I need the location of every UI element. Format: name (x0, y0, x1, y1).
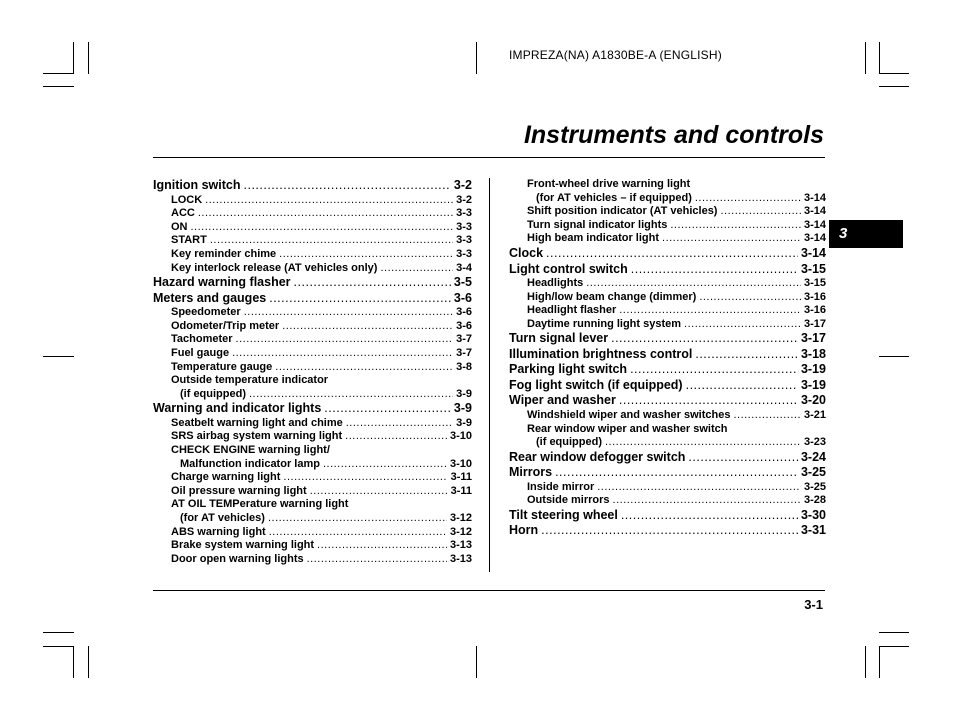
toc-entry-label: Temperature gauge (171, 360, 273, 373)
toc-entry-page: 3-6 (456, 319, 472, 332)
toc-entry-label: Outside temperature indicator (171, 374, 329, 387)
column-divider (489, 178, 490, 572)
toc-entry (527, 277, 826, 289)
toc-entry-label: Meters and gauges (153, 290, 267, 305)
toc-leader-dots (688, 450, 798, 464)
toc-entry-label: Turn signal lever (509, 331, 609, 346)
toc-entry (171, 526, 472, 538)
crop-mark (879, 632, 909, 633)
toc-entry-label: Charge warning light (171, 471, 281, 484)
toc-entry-page: 3-15 (803, 277, 826, 289)
crop-mark (88, 646, 89, 678)
toc-entry-label: Oil pressure warning light (171, 484, 307, 497)
toc-entry-label: Outside mirrors (527, 494, 610, 507)
toc-entry-label: Rear window wiper and washer switch (527, 422, 728, 435)
toc-entry-page: 3-4 (456, 261, 472, 274)
toc-leader-dots (282, 320, 453, 332)
toc-entry-page: 3-5 (453, 275, 472, 290)
crop-mark (879, 73, 909, 74)
toc-entry (171, 498, 472, 510)
toc-entry (171, 444, 472, 456)
crop-mark (73, 646, 74, 678)
toc-entry-label: Shift position indicator (AT vehicles) (527, 205, 718, 218)
toc-entry-page: 3-3 (456, 234, 472, 247)
toc-entry-label: Malfunction indicator lamp (180, 457, 320, 470)
toc-entry (527, 291, 826, 303)
toc-entry-page: 3-25 (803, 480, 826, 493)
toc-entry-label: Speedometer (171, 306, 241, 319)
toc-leader-dots (720, 205, 800, 217)
crop-mark (43, 646, 74, 647)
toc-leader-dots (670, 219, 801, 231)
page-number: 3-1 (804, 597, 823, 612)
toc-entry-page: 3-3 (456, 207, 472, 220)
toc-entry-label: (if equipped) (180, 387, 246, 400)
toc-entry-page: 3-10 (449, 457, 472, 470)
toc-leader-dots (294, 275, 451, 289)
footer-rule (153, 590, 825, 591)
toc-entry (509, 331, 826, 345)
toc-entry (509, 362, 826, 376)
toc-entry-label: ON (171, 220, 188, 233)
toc-entry-page: 3-18 (800, 346, 826, 361)
toc-entry-page: 3-7 (456, 346, 472, 359)
toc-entry-label: Inside mirror (527, 480, 595, 493)
toc-entry (171, 361, 472, 373)
toc-leader-dots (345, 430, 447, 442)
page-title: Instruments and controls (523, 121, 824, 149)
toc-entry-page: 3-31 (800, 523, 826, 538)
toc-leader-dots (695, 192, 801, 204)
toc-leader-dots (597, 481, 801, 493)
toc-entry-label: START (171, 234, 207, 247)
toc-entry-label: Windshield wiper and washer switches (527, 408, 731, 421)
toc-entry-page: 3-16 (803, 304, 826, 317)
toc-entry-label: Fuel gauge (171, 346, 230, 359)
toc-entry-label: ACC (171, 207, 195, 220)
toc-entry (171, 485, 472, 497)
toc-entry (527, 409, 826, 421)
toc-entry-label: (if equipped) (536, 436, 602, 449)
toc-leader-dots (236, 333, 454, 345)
crop-mark (865, 42, 866, 74)
toc-entry (527, 481, 826, 493)
toc-entry-page: 3-25 (800, 465, 826, 480)
toc-entry-page: 3-12 (449, 525, 472, 538)
document-code: IMPREZA(NA) A1830BE-A (ENGLISH) (509, 48, 722, 62)
toc-entry-label: ABS warning light (171, 525, 266, 538)
toc-entry-page: 3-24 (800, 449, 826, 464)
toc-leader-dots (605, 436, 801, 448)
toc-entry-label: (for AT vehicles – if equipped) (536, 191, 692, 204)
toc-entry (171, 262, 472, 274)
toc-leader-dots (249, 388, 453, 400)
toc-leader-dots (191, 221, 454, 233)
toc-entry (527, 205, 826, 217)
toc-entry-label: Hazard warning flasher (153, 275, 291, 290)
toc-entry (171, 539, 472, 551)
toc-entry (536, 192, 826, 204)
toc-entry (509, 465, 826, 479)
toc-leader-dots (269, 291, 451, 305)
toc-entry (527, 423, 826, 435)
toc-entry (180, 512, 472, 524)
toc-entry (527, 178, 826, 190)
toc-leader-dots (695, 347, 798, 361)
toc-leader-dots (268, 512, 447, 524)
toc-entry (527, 219, 826, 231)
toc-entry-label: High beam indicator light (527, 232, 660, 245)
toc-entry-label: Turn signal indicator lights (527, 218, 668, 231)
toc-entry (509, 523, 826, 537)
toc-entry-label: Ignition switch (153, 178, 241, 192)
toc-entry (180, 388, 472, 400)
crop-mark (73, 42, 74, 74)
toc-leader-dots (555, 465, 798, 479)
toc-leader-dots (323, 458, 447, 470)
toc-entry (509, 508, 826, 522)
toc-entry-page: 3-17 (803, 317, 826, 330)
toc-entry (171, 471, 472, 483)
toc-entry-page: 3-11 (450, 484, 472, 497)
toc-entry (527, 232, 826, 244)
toc-entry-label: High/low beam change (dimmer) (527, 290, 697, 303)
toc-entry-label: Mirrors (509, 465, 553, 480)
toc-entry-label: Daytime running light system (527, 317, 682, 330)
toc-entry (153, 275, 472, 289)
toc-leader-dots (283, 471, 447, 483)
toc-entry (509, 378, 826, 392)
toc-entry (509, 393, 826, 407)
toc-leader-dots (733, 409, 801, 421)
crop-mark (879, 646, 909, 647)
toc-entry-label: Illumination brightness control (509, 346, 693, 361)
toc-entry-label: SRS airbag system warning light (171, 430, 343, 443)
crop-mark (43, 86, 74, 87)
toc-entry-label: Tachometer (171, 333, 233, 346)
toc-entry (171, 194, 472, 206)
toc-leader-dots (541, 523, 798, 537)
toc-entry (509, 262, 826, 276)
toc-entry-label: Warning and indicator lights (153, 401, 322, 416)
toc-leader-dots (244, 178, 451, 192)
toc-entry (171, 234, 472, 246)
chapter-tab (829, 220, 903, 248)
toc-entry-page: 3-16 (803, 290, 826, 303)
toc-entry-page: 3-2 (453, 178, 472, 192)
toc-leader-dots (198, 207, 453, 219)
toc-entry-label: Front-wheel drive warning light (527, 178, 691, 190)
toc-leader-dots (611, 331, 798, 345)
toc-entry-page: 3-23 (803, 436, 826, 449)
toc-entry (180, 458, 472, 470)
chapter-number: 3 (839, 225, 848, 242)
toc-leader-dots (586, 277, 801, 289)
toc-leader-dots (684, 318, 801, 330)
toc-entry (171, 430, 472, 442)
toc-entry (527, 318, 826, 330)
toc-entry (153, 291, 472, 305)
toc-entry-page: 3-14 (803, 205, 826, 218)
toc-entry-page: 3-17 (800, 331, 826, 346)
toc-entry-label: Key interlock release (AT vehicles only) (171, 261, 378, 274)
toc-leader-dots (619, 393, 798, 407)
toc-entry (171, 306, 472, 318)
toc-entry-page: 3-10 (449, 430, 472, 443)
toc-entry-label: Wiper and washer (509, 393, 616, 408)
crop-mark (879, 42, 880, 74)
toc-entry-page: 3-19 (800, 362, 826, 377)
toc-entry-page: 3-14 (803, 232, 826, 245)
toc-entry (171, 553, 472, 565)
toc-entry (171, 221, 472, 233)
toc-leader-dots (346, 417, 453, 429)
toc-entry (509, 246, 826, 260)
toc-entry (153, 178, 472, 192)
toc-entry-page: 3-13 (449, 539, 472, 552)
toc-entry-page: 3-6 (453, 290, 472, 305)
toc-entry-page: 3-28 (803, 494, 826, 507)
toc-leader-dots (686, 378, 798, 392)
toc-leader-dots (613, 494, 801, 506)
toc-entry (536, 436, 826, 448)
title-rule (153, 157, 825, 158)
toc-entry-label: LOCK (171, 193, 203, 206)
crop-mark (476, 646, 477, 678)
toc-entry (171, 417, 472, 429)
crop-mark (43, 73, 74, 74)
toc-entry (527, 304, 826, 316)
toc-entry-page: 3-7 (456, 333, 472, 346)
toc-entry-page: 3-6 (456, 306, 472, 319)
toc-entry (153, 401, 472, 415)
toc-entry (171, 374, 472, 386)
toc-entry-label: Fog light switch (if equipped) (509, 377, 683, 392)
toc-leader-dots (310, 485, 448, 497)
toc-entry-label: Clock (509, 246, 544, 260)
toc-entry-label: (for AT vehicles) (180, 512, 265, 524)
toc-entry-page: 3-14 (803, 191, 826, 204)
toc-leader-dots (380, 262, 453, 274)
toc-entry-page: 3-15 (800, 261, 826, 276)
crop-mark (476, 42, 477, 74)
toc-entry (171, 333, 472, 345)
toc-entry-page: 3-3 (456, 220, 472, 233)
crop-mark (879, 646, 880, 678)
toc-entry (509, 347, 826, 361)
toc-leader-dots (317, 539, 447, 551)
toc-leader-dots (631, 262, 798, 276)
crop-mark (879, 356, 909, 357)
toc-leader-dots (275, 361, 453, 373)
toc-entry (171, 320, 472, 332)
toc-entry-page: 3-3 (456, 247, 472, 260)
toc-entry-label: AT OIL TEMPerature warning light (171, 498, 349, 511)
toc-entry-page: 3-30 (800, 507, 826, 522)
crop-mark (879, 86, 909, 87)
toc-entry (171, 347, 472, 359)
crop-mark (865, 646, 866, 678)
toc-entry-page: 3-14 (800, 246, 826, 260)
toc-entry (509, 450, 826, 464)
toc-entry-label: Seatbelt warning light and chime (171, 416, 343, 429)
toc-leader-dots (546, 246, 798, 260)
toc-entry-label: Horn (509, 523, 539, 538)
toc-entry-label: Odometer/Trip meter (171, 319, 280, 332)
toc-entry-page: 3-21 (803, 408, 826, 421)
toc-entry (527, 494, 826, 506)
toc-entry-label: Rear window defogger switch (509, 449, 686, 464)
toc-leader-dots (630, 362, 798, 376)
toc-entry-page: 3-20 (800, 393, 826, 408)
toc-leader-dots (662, 232, 801, 244)
toc-entry-page: 3-13 (449, 552, 472, 565)
toc-entry-label: Headlight flasher (527, 304, 617, 317)
toc-entry-page: 3-2 (456, 193, 472, 206)
toc-leader-dots (307, 553, 447, 565)
toc-entry-page: 3-8 (456, 360, 472, 373)
toc-entry-label: Light control switch (509, 261, 628, 276)
toc-entry-page: 3-19 (800, 377, 826, 392)
toc-entry-page: 3-9 (456, 387, 472, 400)
toc-entry-page: 3-14 (803, 218, 826, 231)
toc-entry-label: Headlights (527, 277, 584, 289)
toc-entry-page: 3-11 (450, 471, 472, 484)
toc-leader-dots (619, 304, 801, 316)
crop-mark (43, 632, 74, 633)
toc-entry (171, 207, 472, 219)
toc-leader-dots (279, 248, 453, 260)
toc-entry-label: Parking light switch (509, 362, 628, 377)
toc-entry-page: 3-9 (456, 416, 472, 429)
crop-mark (43, 356, 74, 357)
toc-leader-dots (205, 194, 453, 206)
toc-entry-label: Brake system warning light (171, 539, 315, 552)
toc-leader-dots (324, 401, 451, 415)
crop-mark (88, 42, 89, 74)
toc-leader-dots (621, 508, 798, 522)
toc-leader-dots (232, 347, 453, 359)
toc-entry-label: Key reminder chime (171, 247, 277, 260)
toc-entry-page: 3-9 (453, 401, 472, 416)
toc-leader-dots (269, 526, 447, 538)
toc-entry-label: Tilt steering wheel (509, 507, 618, 522)
toc-entry-label: CHECK ENGINE warning light/ (171, 444, 330, 456)
toc-entry-page: 3-12 (449, 512, 472, 524)
toc-entry-label: Door open warning lights (171, 552, 304, 565)
toc-leader-dots (699, 291, 801, 303)
toc-leader-dots (244, 306, 453, 318)
toc-entry (171, 248, 472, 260)
toc-leader-dots (210, 234, 453, 246)
